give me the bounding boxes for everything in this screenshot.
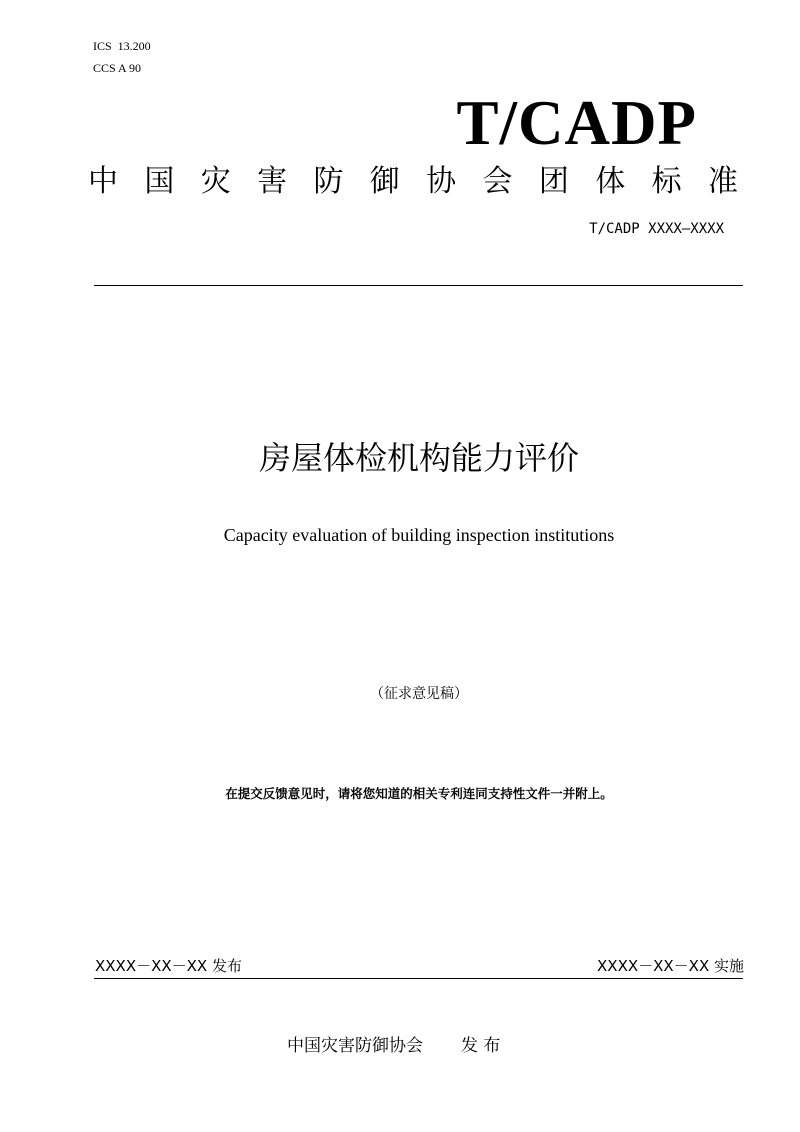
org-title-char: 防 [313,164,344,199]
standard-code-logo: T/CADP [456,88,697,158]
issue-date: XXXX－XX－XX 发布 [95,957,242,975]
draft-label: （征求意见稿） [370,686,468,702]
org-title-char: 协 [426,164,457,199]
implementation-date: XXXX－XX－XX 实施 [597,957,744,975]
org-title-char: 标 [651,164,682,199]
publish-label: 发 布 [461,1036,501,1056]
standard-number: T/CADP XXXX—XXXX [589,221,724,237]
org-title-char: 御 [369,164,400,199]
org-title-char: 团 [538,164,569,199]
ccs-code: CCS A 90 [93,61,142,75]
org-title-char: 准 [707,164,738,199]
org-title-char: 体 [595,164,626,199]
org-title-char: 灾 [200,164,231,199]
document-title-cn: 房屋体检机构能力评价 [258,439,579,477]
publisher-name: 中国灾害防御协会 [287,1036,423,1056]
ics-code: ICS 13.200 [93,39,151,53]
patent-notice: 在提交反馈意见时，请将您知道的相关专利连同支持性文件一并附上。 [225,786,613,801]
organization-standard-title [88,162,738,202]
org-title-char: 国 [144,164,175,199]
bottom-divider [94,978,743,979]
top-divider [94,285,743,286]
org-title-char: 会 [482,164,513,199]
org-title-char: 害 [257,164,288,199]
publisher-row [287,1034,500,1058]
document-title-en: Capacity evaluation of building inspection institutions [223,525,615,545]
org-title-char: 中 [88,164,118,199]
